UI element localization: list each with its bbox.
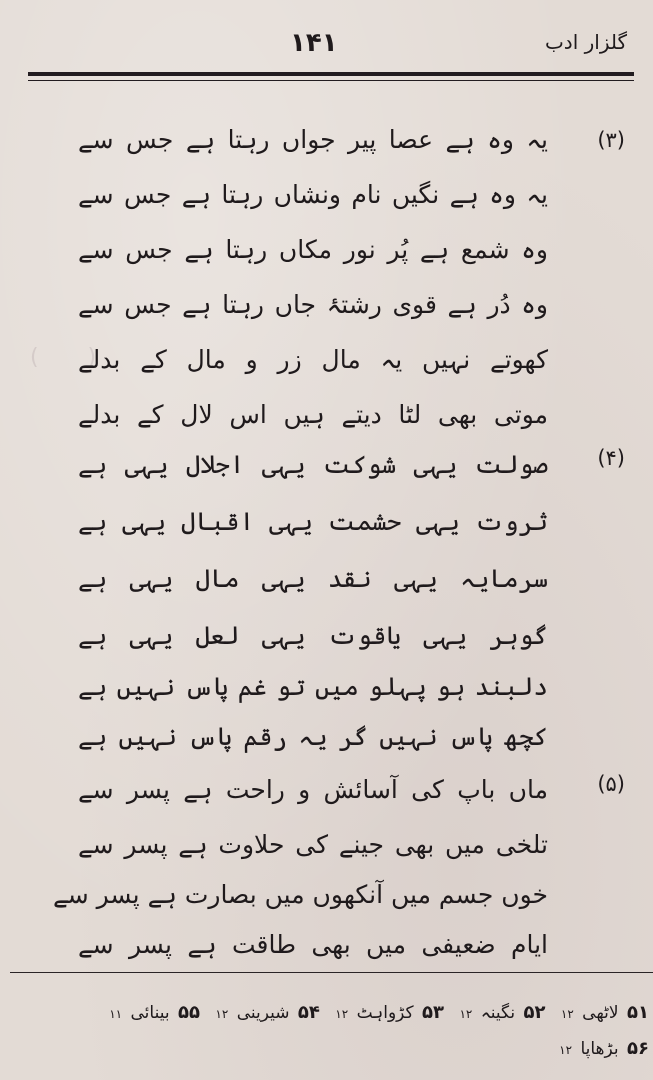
footnote-mark: ۱۲ xyxy=(560,1007,574,1021)
verse-line: ثروت یہی حشمت یہی اقبال یہی ہے xyxy=(78,507,548,536)
page-number: ۱۴۱ xyxy=(290,28,338,58)
footnote xyxy=(459,1002,545,1023)
header-rule-thin xyxy=(28,80,634,81)
footnote-number: ۵۴ xyxy=(297,1002,320,1023)
verse-line: خوں جسم میں آنکھوں میں بصارت ہے پسر سے xyxy=(53,880,548,909)
footnote-number: ۵۶ xyxy=(627,1038,649,1059)
footnote-mark: ۱۱ xyxy=(109,1007,123,1021)
verse-line: صولت یہی شوکت یہی اجلال یہی ہے xyxy=(78,450,548,479)
footnote-text: کڑواہٹ xyxy=(356,1003,414,1023)
verse-line: کچھ پاس نہیں گر یہ رقم پاس نہیں ہے xyxy=(78,722,548,751)
stanza-5-marker: (۵) xyxy=(597,772,625,796)
footnote-text: بڑھاپا xyxy=(580,1039,619,1059)
footnotes-line-2 xyxy=(13,1038,649,1059)
footnote-text: نگینہ xyxy=(480,1003,516,1023)
footnote-number: ۵۵ xyxy=(178,1002,200,1023)
verse-line: یہ وہ ہے عصا پیر جواں رہتا ہے جس سے xyxy=(78,125,548,154)
verse-line: موتی بھی لٹا دیتے ہیں اس لال کے بدلے xyxy=(78,400,548,429)
verse-line: تلخی میں بھی جینے کی حلاوت ہے پسر سے xyxy=(78,830,548,859)
show-through-marks: ( ) xyxy=(30,345,97,370)
footnote-rule xyxy=(10,972,653,973)
header-rule-thick xyxy=(28,72,634,76)
footnote xyxy=(561,1002,649,1023)
stanza-3-marker: (۳) xyxy=(597,128,625,152)
footnote-number: ۵۲ xyxy=(523,1002,546,1023)
footnote-text: بینائی xyxy=(130,1003,170,1023)
footnote-number: ۵۱ xyxy=(627,1002,649,1023)
footnote-number: ۵۳ xyxy=(422,1002,445,1023)
footnote xyxy=(109,1002,200,1023)
verse-line: گوہر یہی یاقوت یہی لعل یہی ہے xyxy=(78,621,548,650)
verse-line: وہ شمع ہے پُر نور مکاں رہتا ہے جس سے xyxy=(78,235,548,264)
verse-line: کھوتے نہیں یہ مال زر و مال کے بدلے xyxy=(78,345,548,374)
verse-line: سرمایہ یہی نقد یہی مال یہی ہے xyxy=(78,564,548,593)
running-head: گلزار ادب xyxy=(544,30,627,54)
footnote-mark: ۱۲ xyxy=(215,1007,229,1021)
verse-line: ایام ضعیفی میں بھی طاقت ہے پسر سے xyxy=(78,930,548,959)
footnote-mark: ۱۲ xyxy=(459,1007,473,1021)
footnote xyxy=(559,1038,649,1059)
verse-line: دلبند ہو پہلو میں تو غم پاس نہیں ہے xyxy=(78,672,548,701)
verse-line: یہ وہ ہے نگیں نام ونشاں رہتا ہے جس سے xyxy=(78,180,548,209)
footnotes-line-1 xyxy=(13,1002,649,1023)
verse-line: ماں باپ کی آسائش و راحت ہے پسر سے xyxy=(78,775,548,804)
verse-line: وہ دُر ہے قوی رشتۂ جاں رہتا ہے جس سے xyxy=(78,290,548,319)
footnote xyxy=(215,1002,319,1023)
footnote xyxy=(335,1002,444,1023)
footnote-text: لاٹھی xyxy=(582,1003,619,1023)
footnote-mark: ۱۲ xyxy=(559,1043,573,1057)
footnote-mark: ۱۲ xyxy=(335,1007,349,1021)
stanza-4-marker: (۴) xyxy=(597,446,625,470)
footnote-text: شیرینی xyxy=(236,1003,290,1023)
